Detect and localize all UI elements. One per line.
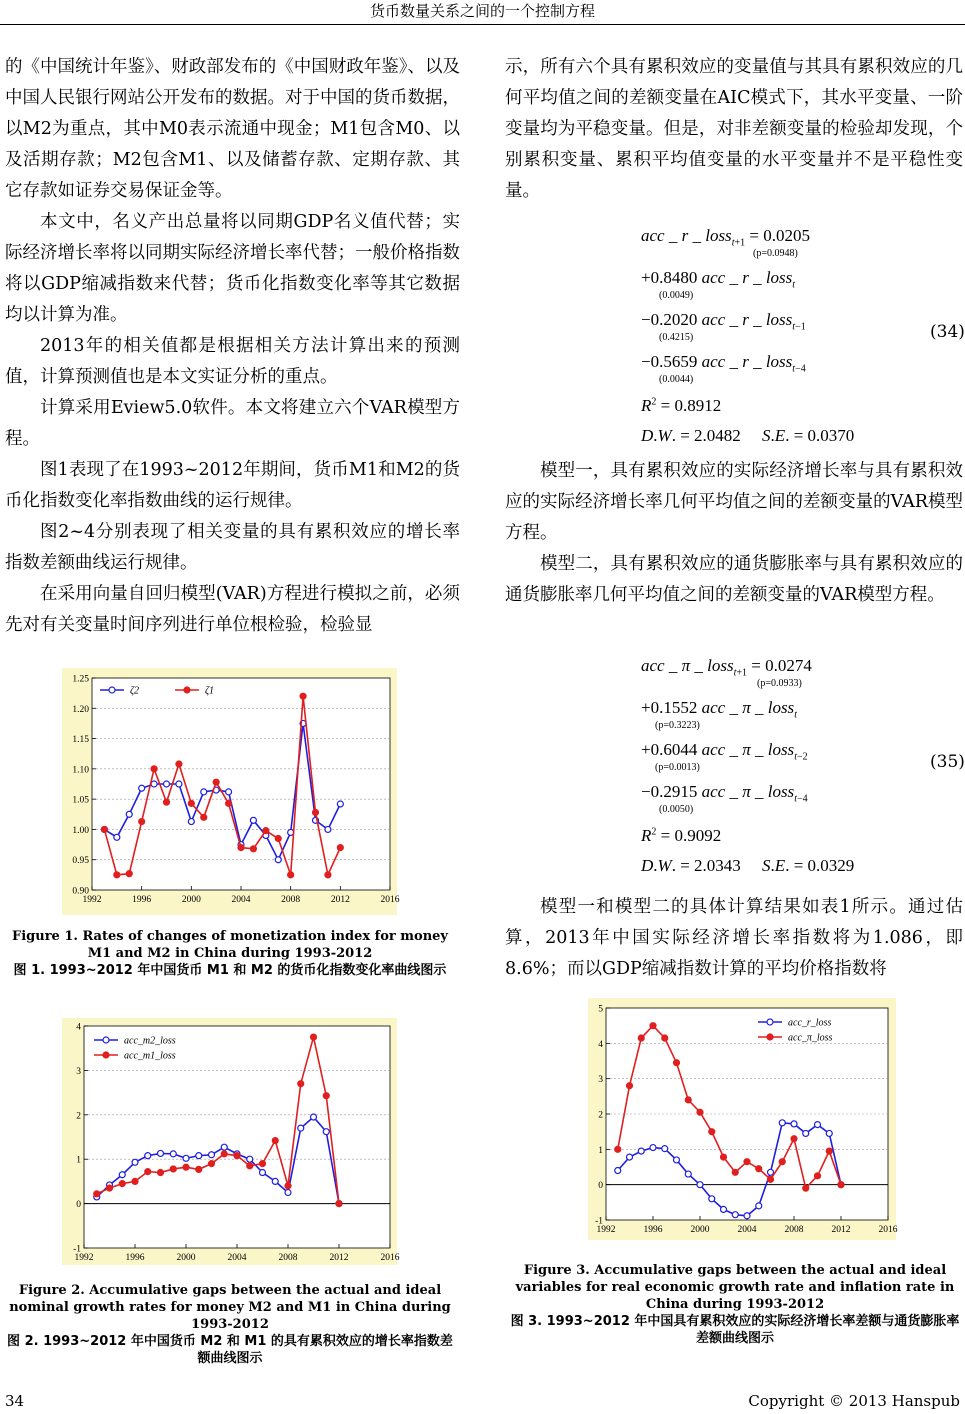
paragraph: 模型二，具有累积效应的通货膨胀率与具有累积效应的通货膨胀率几何平均值之间的差额变量的VAR模型方程。: [505, 554, 963, 605]
data-point: [119, 1172, 125, 1178]
data-point: [145, 1153, 151, 1159]
data-point: [791, 1136, 797, 1142]
y-tick-label: 1.00: [72, 825, 89, 836]
data-point: [313, 809, 319, 815]
legend-label: acc_π_loss: [788, 1032, 833, 1044]
data-point: [337, 845, 343, 851]
data-point: [213, 779, 219, 785]
data-point: [221, 1151, 227, 1157]
data-point: [300, 693, 306, 699]
data-point: [627, 1154, 633, 1160]
data-point: [272, 1178, 278, 1184]
data-point: [226, 800, 232, 806]
data-point: [275, 857, 281, 863]
data-point: [768, 1169, 774, 1175]
data-point: [756, 1166, 762, 1172]
y-tick-label: 1.05: [72, 795, 89, 806]
data-point: [815, 1173, 821, 1179]
legend-marker: [103, 1052, 109, 1058]
data-point: [151, 766, 157, 772]
x-tick-label: 2008: [784, 1225, 804, 1235]
eq35-p2: (p=0.0013): [655, 762, 700, 773]
y-tick-label: 0: [598, 1181, 603, 1192]
x-tick-label: 2008: [278, 1253, 298, 1263]
data-point: [107, 1185, 113, 1191]
caption-en: Figure 2. Accumulative gaps between the actual and ideal nominal growth rates for money M2 and M1 in China during 1993-2012: [9, 1283, 451, 1332]
data-point: [226, 789, 232, 795]
right-column-text-2: [505, 456, 963, 611]
data-point: [164, 799, 170, 805]
data-point: [709, 1129, 715, 1135]
data-point: [662, 1035, 668, 1041]
data-point: [263, 828, 269, 834]
x-tick-label: 2016: [380, 1253, 400, 1263]
legend-label: ζ1: [205, 685, 215, 697]
data-point: [183, 1155, 189, 1161]
data-point: [176, 781, 182, 787]
paragraph: 计算采用Eview5.0软件。本文将建立六个VAR模型方程。: [5, 398, 460, 449]
data-point: [119, 1181, 125, 1187]
x-tick-label: 2012: [330, 895, 350, 905]
x-tick-label: 1992: [82, 895, 102, 905]
data-point: [323, 1093, 329, 1099]
data-point: [209, 1152, 215, 1158]
y-tick-label: 1.25: [72, 674, 89, 685]
data-point: [311, 1114, 317, 1120]
legend-marker: [767, 1019, 773, 1025]
eq34-coef1: 0.8480: [650, 268, 698, 287]
data-point: [221, 1144, 227, 1150]
y-tick-label: 4: [598, 1039, 603, 1050]
data-point: [662, 1146, 668, 1152]
x-tick-label: 2004: [737, 1225, 757, 1235]
data-point: [145, 1169, 151, 1175]
paragraph: 2013年的相关值都是根据相关方法计算出来的预测值，计算预测值也是本文实证分析的重点。: [5, 336, 460, 387]
eq35-coef2: 0.6044: [650, 740, 698, 759]
data-point: [250, 817, 256, 823]
data-point: [768, 1176, 774, 1182]
data-point: [188, 800, 194, 806]
data-point: [697, 1109, 703, 1115]
data-point: [114, 834, 120, 840]
x-tick-label: 1996: [643, 1225, 663, 1235]
eq35-dw: 2.0343: [694, 856, 741, 875]
eq34-p1: (0.0049): [659, 290, 694, 301]
data-point: [151, 781, 157, 787]
y-tick-label: 2: [598, 1110, 603, 1121]
x-tick-label: 2012: [831, 1225, 851, 1235]
data-point: [285, 1183, 291, 1189]
data-point: [94, 1191, 100, 1197]
equation-number: (35): [930, 752, 965, 772]
y-tick-label: 0.95: [72, 856, 89, 867]
data-point: [650, 1145, 656, 1151]
equation-35: acc _ π _ loss$_{t+1}$ = 0.0274 (p=0.0933) +0.1552 acc _ π _ loss$_t$ (p=0.3223) +0.6044 acc _ π _ loss$_{t-2}$ (p=0.0013) −0.2915 acc _ π _ loss$_{t-4}$ (0.0050) $R^2 = 0.9092$ D.W. = 2.0343 S.E. = 0.0329: [641, 656, 855, 875]
y-tick-label: 0: [76, 1200, 81, 1211]
data-point: [260, 1170, 266, 1176]
legend-marker: [767, 1034, 773, 1040]
data-point: [815, 1122, 821, 1128]
caption-en: Figure 3. Accumulative gaps between the actual and ideal variables for real economic growth rate and inflation rate in China during 1993-2012: [515, 1263, 955, 1312]
plot-area: [92, 678, 390, 890]
data-point: [238, 845, 244, 851]
data-point: [615, 1168, 621, 1174]
eq35-p3: (0.0050): [659, 804, 694, 815]
data-point: [101, 826, 107, 832]
y-tick-label: 4: [76, 1022, 81, 1033]
legend-label: acc_m2_loss: [124, 1035, 176, 1047]
x-tick-label: 2012: [329, 1253, 349, 1263]
data-point: [170, 1151, 176, 1157]
figure-2-caption: [5, 1282, 455, 1367]
legend-marker: [103, 1037, 109, 1043]
data-point: [158, 1150, 164, 1156]
data-point: [272, 1138, 278, 1144]
data-point: [132, 1178, 138, 1184]
y-tick-label: 3: [598, 1075, 603, 1086]
figure-2-chart: [62, 1018, 400, 1265]
data-point: [114, 872, 120, 878]
y-tick-label: 5: [598, 1004, 603, 1015]
eq34-coef3: 0.5659: [650, 352, 698, 371]
eq34-p2: (0.4215): [659, 332, 694, 343]
data-point: [779, 1159, 785, 1165]
y-tick-label: 1.20: [72, 704, 89, 715]
data-point: [674, 1157, 680, 1163]
y-tick-label: 3: [76, 1066, 81, 1077]
data-point: [288, 872, 294, 878]
data-point: [779, 1120, 785, 1126]
eq34-p3: (0.0044): [659, 374, 694, 385]
eq35-coef1: 0.1552: [650, 698, 698, 717]
data-point: [650, 1023, 656, 1029]
y-tick-label: 1.10: [72, 765, 89, 776]
caption-cn: 图 3. 1993~2012 年中国具有累积效应的实际经济增长率差额与通货膨胀率差额曲线图示: [510, 1314, 960, 1346]
data-point: [201, 814, 207, 820]
x-tick-label: 1996: [132, 895, 152, 905]
data-point: [732, 1169, 738, 1175]
x-tick-label: 1996: [125, 1253, 145, 1263]
data-point: [732, 1212, 738, 1218]
data-point: [164, 781, 170, 787]
data-point: [697, 1182, 703, 1188]
y-tick-label: 0.90: [72, 886, 89, 897]
data-point: [627, 1083, 633, 1089]
y-tick-label: 1.15: [72, 735, 89, 746]
eq34-p0: (p=0.0948): [753, 248, 798, 259]
data-point: [209, 1161, 215, 1167]
data-point: [139, 785, 145, 791]
data-point: [325, 826, 331, 832]
paragraph: 本文中，名义产出总量将以同期GDP名义值代替；实际经济增长率将以同期实际经济增长率代替；一般价格指数将以GDP缩减指数来代替；货币化指数变化率等其它数据均以计算为准。: [5, 212, 460, 325]
paragraph: 示，所有六个具有累积效应的变量值与其具有累积效应的几何平均值之间的差额变量在AIC模式下，其水平变量、一阶变量均为平稳变量。但是，对非差额变量的检验却发现，个别累积变量、累积平均值变量的水平变量并不是平稳性变量。: [505, 57, 963, 201]
data-point: [201, 789, 207, 795]
paragraph: 模型一，具有累积效应的实际经济增长率与具有累积效应的实际经济增长率几何平均值之间的差额变量的VAR模型方程。: [505, 461, 963, 543]
figure-3-caption: [505, 1262, 965, 1347]
caption-cn: 图 1. 1993~2012 年中国货币 M1 和 M2 的货币化指数变化率曲线图示: [13, 963, 447, 978]
data-point: [126, 811, 132, 817]
y-tick-label: -1: [73, 1244, 81, 1255]
data-point: [260, 1161, 266, 1167]
data-point: [275, 836, 281, 842]
data-point: [126, 871, 132, 877]
x-tick-label: 2000: [690, 1225, 710, 1235]
data-point: [803, 1130, 809, 1136]
equation-34: acc _ r _ loss$_{t+1}$ = 0.0205 (p=0.0948) +0.8480 acc _ r _ loss$_t$ (0.0049) −0.2020 acc _ r _ loss$_{t-1}$ (0.4215) −0.5659 acc _ r _ loss$_{t-4}$ (0.0044) $R^2 = 0.8912$ D.W. = 2.0482 S.E. = 0.0370: [641, 226, 855, 445]
eq34-dw: 2.0482: [694, 426, 741, 445]
eq34-const: 0.0205: [763, 226, 810, 245]
data-point: [188, 819, 194, 825]
x-tick-label: 2004: [227, 1253, 247, 1263]
data-point: [158, 1170, 164, 1176]
paragraph: 模型一和模型二的具体计算结果如表1所示。通过估算，2013年中国实际经济增长率指数将为1.086，即8.6%；而以GDP缩减指数计算的平均价格指数将: [505, 897, 963, 979]
data-point: [170, 1166, 176, 1172]
data-point: [247, 1156, 253, 1162]
eq34-se: 0.0370: [807, 426, 855, 445]
eq35-r2: 0.9092: [674, 826, 722, 845]
data-point: [247, 1163, 253, 1169]
data-point: [337, 801, 343, 807]
paragraph: 图1表现了在1993~2012年期间，货币M1和M2的货币化指数变化率指数曲线的运行规律。: [5, 460, 460, 511]
paragraph: 图2~4分别表现了相关变量的具有累积效应的增长率指数差额曲线运行规律。: [5, 522, 460, 573]
data-point: [744, 1159, 750, 1165]
eq35-p1: (p=0.3223): [655, 720, 700, 731]
data-point: [826, 1148, 832, 1154]
data-point: [196, 1166, 202, 1172]
copyright: Copyright © 2013 Hanspub: [748, 1392, 960, 1410]
x-tick-label: 1992: [74, 1253, 94, 1263]
eq34-r2: 0.8912: [674, 396, 722, 415]
data-point: [336, 1201, 342, 1207]
data-point: [325, 872, 331, 878]
legend-label: ζ2: [130, 685, 140, 697]
data-point: [285, 1190, 291, 1196]
x-tick-label: 2000: [176, 1253, 196, 1263]
data-point: [323, 1129, 329, 1135]
data-point: [234, 1153, 240, 1159]
x-tick-label: 1992: [596, 1225, 616, 1235]
data-point: [826, 1130, 832, 1136]
data-point: [615, 1146, 621, 1152]
data-point: [638, 1148, 644, 1154]
x-tick-label: 2016: [878, 1225, 898, 1235]
data-point: [756, 1203, 762, 1209]
data-point: [721, 1206, 727, 1212]
data-point: [196, 1153, 202, 1159]
legend-marker: [109, 687, 115, 693]
figure-1-caption: [5, 928, 455, 979]
x-tick-label: 2008: [281, 895, 301, 905]
data-point: [685, 1097, 691, 1103]
data-point: [721, 1154, 727, 1160]
figure-1-chart: [62, 668, 400, 915]
x-tick-label: 2000: [181, 895, 201, 905]
data-point: [838, 1182, 844, 1188]
header-rule: [0, 24, 965, 25]
data-point: [298, 1081, 304, 1087]
data-point: [250, 846, 256, 852]
eq35-const: 0.0274: [765, 656, 812, 675]
x-tick-label: 2004: [231, 895, 251, 905]
x-tick-label: 2016: [380, 895, 400, 905]
data-point: [176, 761, 182, 767]
running-header: 货币数量关系之间的一个控制方程: [369, 2, 595, 20]
eq34-coef2: 0.2020: [650, 310, 698, 329]
left-column-text: [5, 52, 460, 641]
data-point: [803, 1185, 809, 1191]
right-column-text-1: [505, 52, 963, 207]
eq35-se: 0.0329: [807, 856, 855, 875]
y-tick-label: 1: [76, 1155, 81, 1166]
data-point: [709, 1196, 715, 1202]
legend-label: acc_m1_loss: [124, 1050, 176, 1062]
figure-3-chart: [588, 998, 896, 1240]
paragraph: 的《中国统计年鉴》、财政部发布的《中国财政年鉴》、以及中国人民银行网站公开发布的数据。对于中国的货币数据，以M2为重点，其中M0表示流通中现金；M1包含M0、以及活期存款；M2包含M1、以及储蓄存款、定期存款、其它存款如证券交易保证金等。: [5, 57, 460, 201]
caption-cn: 图 2. 1993~2012 年中国货币 M2 和 M1 的具有累积效应的增长率指数差额曲线图示: [7, 1334, 453, 1366]
y-tick-label: 1: [598, 1145, 603, 1156]
right-column-text-3: [505, 892, 963, 985]
data-point: [139, 819, 145, 825]
data-point: [744, 1213, 750, 1219]
data-point: [298, 1125, 304, 1131]
data-point: [311, 1034, 317, 1040]
data-point: [638, 1035, 644, 1041]
equation-number: (34): [930, 322, 965, 342]
eq35-p0: (p=0.0933): [757, 678, 802, 689]
data-point: [791, 1121, 797, 1127]
data-point: [674, 1060, 680, 1066]
paragraph: 在采用向量自回归模型(VAR)方程进行模拟之前，必须先对有关变量时间序列进行单位根检验，检验显: [5, 584, 460, 635]
y-tick-label: 2: [76, 1111, 81, 1122]
y-tick-label: -1: [595, 1216, 603, 1227]
page-number: 34: [5, 1392, 25, 1410]
data-point: [183, 1164, 189, 1170]
legend-marker: [184, 687, 190, 693]
legend-label: acc_r_loss: [788, 1017, 832, 1029]
caption-en: Figure 1. Rates of changes of monetization index for money M1 and M2 in China during 1993-2012: [12, 929, 448, 961]
data-point: [132, 1159, 138, 1165]
eq35-coef3: 0.2915: [650, 782, 698, 801]
data-point: [685, 1171, 691, 1177]
